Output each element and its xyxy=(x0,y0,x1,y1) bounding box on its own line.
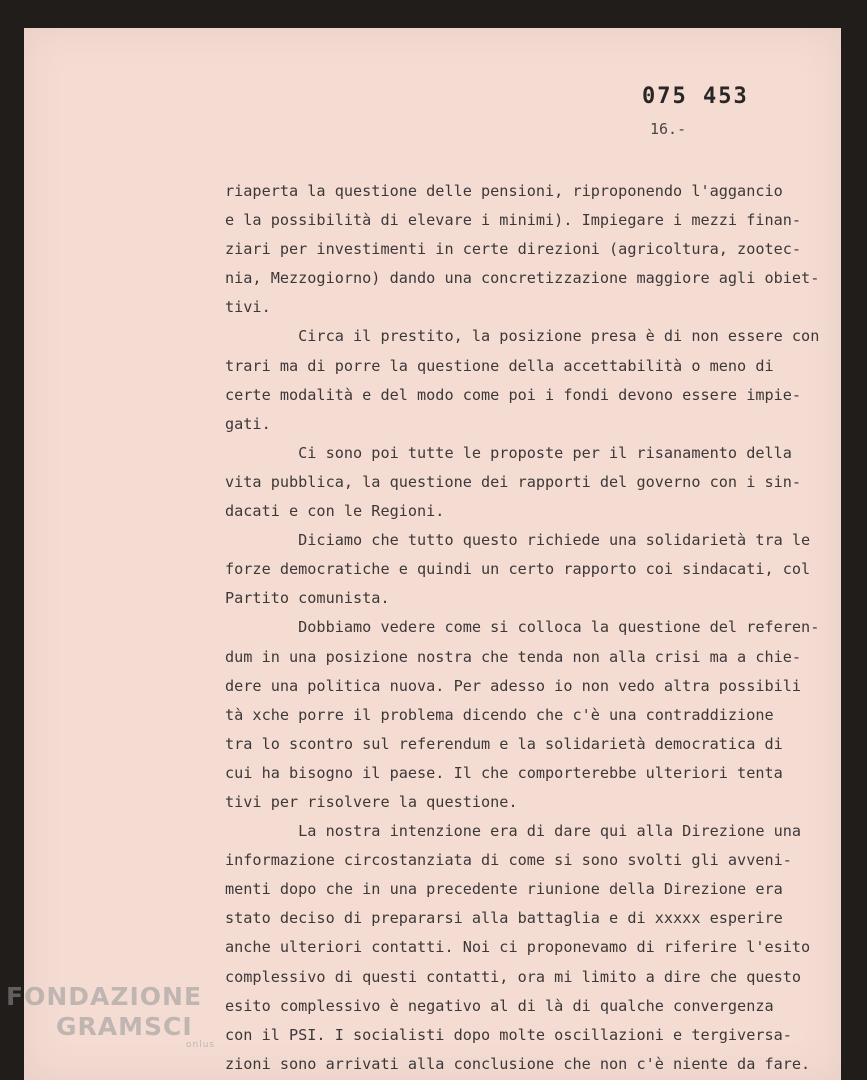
text-line: Diciamo che tutto questo richiede una solidarietà tra le xyxy=(225,531,811,550)
watermark-line-1: FONDAZIONE xyxy=(6,982,203,1011)
text-line: trari ma di porre la questione della accettabilità o meno di xyxy=(225,356,774,375)
text-line: riaperta la questione delle pensioni, riproponendo l'aggancio xyxy=(225,182,783,200)
text-line: stato deciso di prepararsi alla battaglia e di xxxxx esperire xyxy=(225,909,783,928)
text-line: La nostra intenzione era di dare qui alla Direzione una xyxy=(225,822,802,841)
watermark-line-3: onlus xyxy=(186,1040,216,1050)
text-line: Dobbiamo vedere come si colloca la questione del referen- xyxy=(225,618,820,637)
page-number: 16.- xyxy=(650,120,687,138)
text-line: dum in una posizione nostra che tenda non alla crisi ma a chie- xyxy=(225,647,802,666)
text-line: certe modalità e del modo come poi i fondi devono essere impie- xyxy=(225,385,802,404)
text-line: anche ulteriori contatti. Noi ci proponevamo di riferire l'esito xyxy=(225,938,811,957)
typewritten-page xyxy=(24,28,841,1080)
text-line: informazione circostanziata di come si sono svolti gli avveni- xyxy=(225,851,792,870)
text-line: Ci sono poi tutte le proposte per il risanamento della xyxy=(225,443,792,462)
text-line: e la possibilità di elevare i minimi). Impiegare i mezzi finan- xyxy=(225,211,802,230)
text-line: menti dopo che in una precedente riunione della Direzione era xyxy=(225,880,783,899)
text-line: zioni sono arrivati alla conclusione che non c'è niente da fare. xyxy=(225,1054,811,1073)
text-line: complessivo di questi contatti, ora mi limito a dire che questo xyxy=(225,967,802,986)
watermark-line-2: GRAMSCI xyxy=(56,1012,193,1041)
fondazione-gramsci-watermark xyxy=(6,982,216,1050)
text-line: Circa il prestito, la posizione presa è di non essere con xyxy=(225,327,820,346)
text-line: dere una politica nuova. Per adesso io non vedo altra possibili xyxy=(225,676,802,695)
text-line: vita pubblica, la questione dei rapporti del governo con i sin- xyxy=(225,472,802,491)
text-line: forze democratiche e quindi un certo rapporto coi sindacati, col xyxy=(225,560,811,579)
text-line: con il PSI. I socialisti dopo molte oscillazioni e tergiversa- xyxy=(225,1025,792,1044)
text-line: esito complessivo è negativo al di là di qualche convergenza xyxy=(225,996,774,1015)
text-line: dacati e con le Regioni. xyxy=(225,502,445,521)
body-text xyxy=(225,177,865,1079)
text-line: tivi. xyxy=(225,298,271,317)
text-line: tà xche porre il problema dicendo che c'è una contraddizione xyxy=(225,705,774,724)
text-line: cui ha bisogno il paese. Il che comporterebbe ulteriori tenta xyxy=(225,763,783,782)
text-line: gati. xyxy=(225,414,271,433)
text-line: ziari per investimenti in certe direzioni (agricoltura, zootec- xyxy=(225,240,802,259)
text-line: Partito comunista. xyxy=(225,589,390,608)
text-line: tra lo scontro sul referendum e la solidarietà democratica di xyxy=(225,734,783,753)
text-line: nia, Mezzogiorno) dando una concretizzazione maggiore agli obiet- xyxy=(225,269,820,288)
document-number: 075 453 xyxy=(642,84,749,109)
text-line: tivi per risolvere la questione. xyxy=(225,792,518,811)
